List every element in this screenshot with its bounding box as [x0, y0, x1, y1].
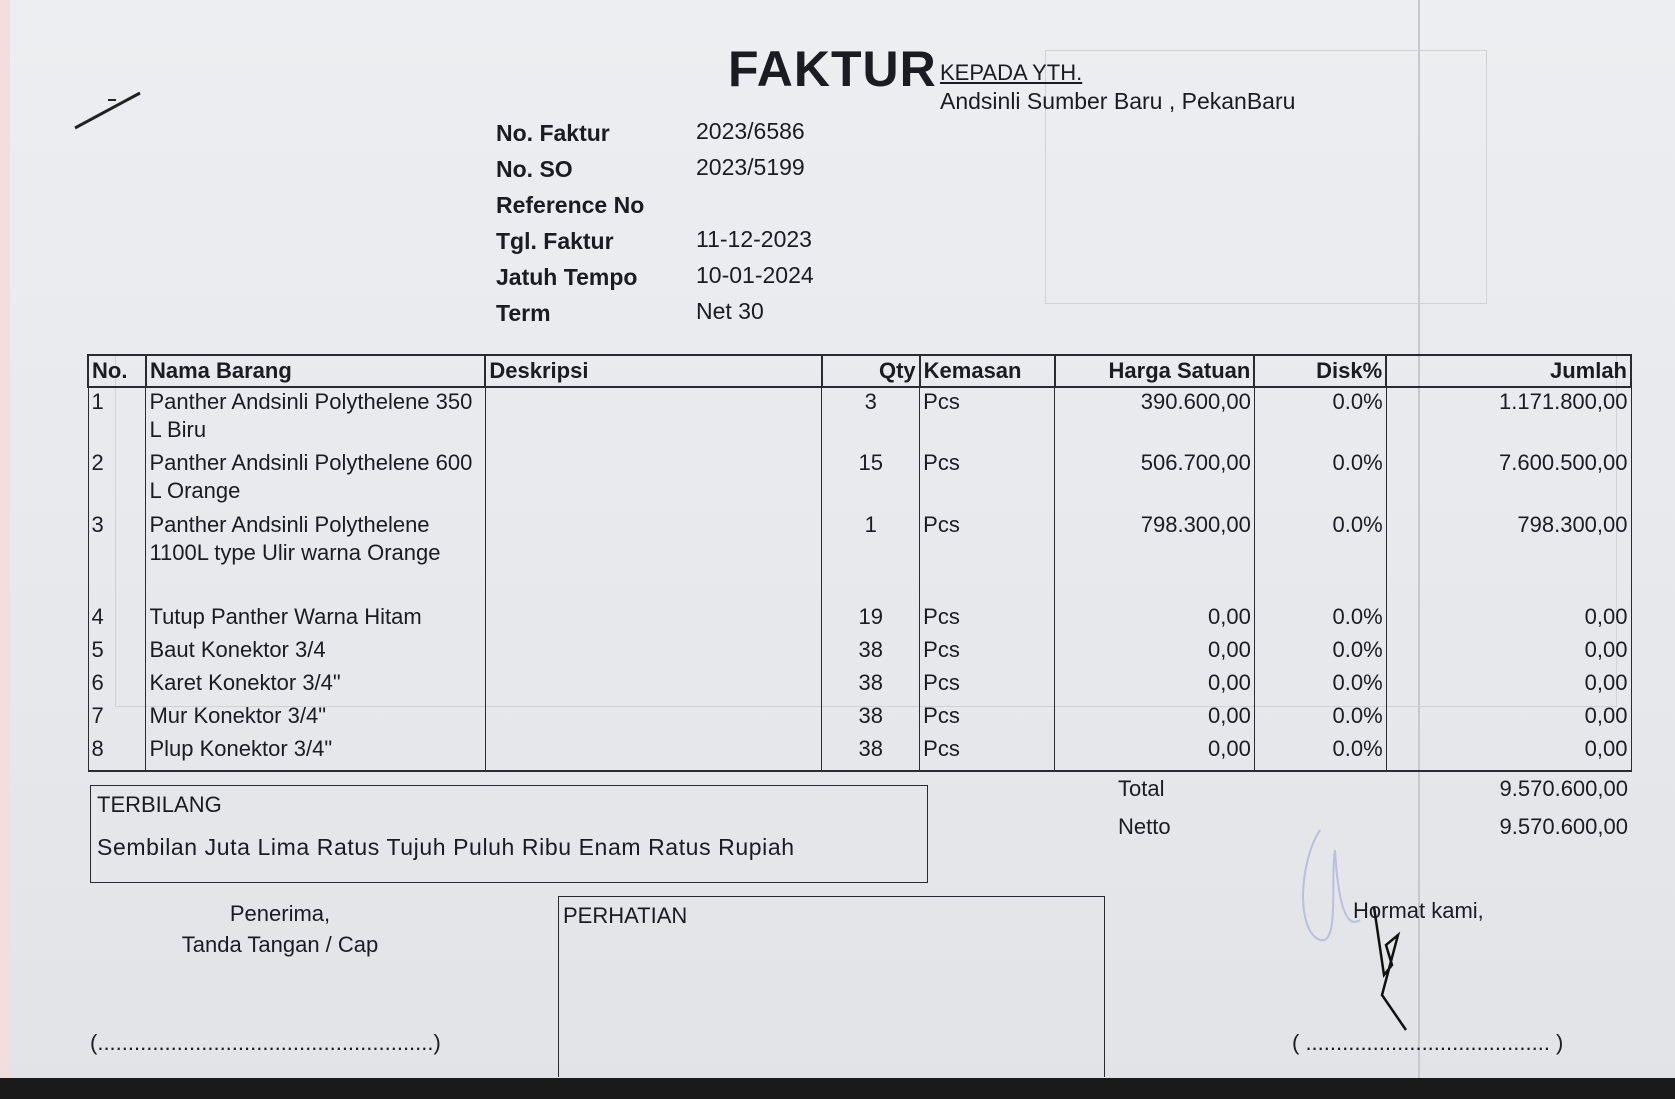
- total-label: Total: [1118, 776, 1165, 801]
- recipient-name: Andsinli Sumber Baru , PekanBaru: [940, 88, 1296, 114]
- scan-edge: [0, 1078, 1675, 1099]
- cell-qty: 38: [822, 669, 920, 702]
- cell-disc: 0.0%: [1254, 735, 1386, 771]
- cell-disc: 0.0%: [1254, 702, 1386, 735]
- handwritten-mark-icon: [1370, 905, 1420, 1035]
- cell-unit: Pcs: [920, 603, 1055, 636]
- receiver-block: [150, 898, 410, 960]
- cell-disc: 0.0%: [1254, 511, 1386, 603]
- cell-total: 7.600.500,00: [1386, 449, 1631, 511]
- cell-qty: 38: [822, 702, 920, 735]
- cell-name: Baut Konektor 3/4: [146, 636, 485, 669]
- cell-qty: 1: [822, 511, 920, 603]
- table-row: [88, 669, 1631, 702]
- cell-name: Plup Konektor 3/4": [146, 735, 485, 771]
- regards-label: Hormat kami,: [1353, 898, 1484, 923]
- cell-unit: Pcs: [920, 511, 1055, 603]
- col-header-price: Harga Satuan: [1055, 355, 1255, 387]
- cell-qty: 15: [822, 449, 920, 511]
- cell-price: 0,00: [1055, 636, 1255, 669]
- cell-name: Panther Andsinli Polythelene 1100L type Ulir warna Orange: [146, 511, 485, 603]
- netto-value: 9.570.600,00: [1499, 814, 1628, 839]
- cell-no: 7: [88, 702, 146, 735]
- col-header-total: Jumlah: [1386, 355, 1631, 387]
- col-header-qty: Qty: [822, 355, 920, 387]
- meta-key: Tgl. Faktur: [496, 228, 614, 254]
- cell-disc: 0.0%: [1254, 449, 1386, 511]
- receiver-signature-line: (.......................................................): [90, 1030, 441, 1055]
- amount-in-words-box: [90, 785, 928, 883]
- table-row: [88, 511, 1631, 603]
- meta-value: 2023/5199: [696, 154, 805, 180]
- cell-no: 4: [88, 603, 146, 636]
- recipient-label: KEPADA YTH.: [940, 60, 1083, 85]
- meta-value: Net 30: [696, 298, 764, 324]
- table-row: [88, 735, 1631, 771]
- sender-signature-line: ( ........................................ ): [1292, 1030, 1564, 1055]
- signature-icon: [1290, 820, 1370, 960]
- notice-box: [558, 896, 1105, 1077]
- cell-total: 798.300,00: [1386, 511, 1631, 603]
- cell-unit: Pcs: [920, 636, 1055, 669]
- table-row: [88, 387, 1631, 449]
- netto-label: Netto: [1118, 814, 1171, 839]
- cell-unit: Pcs: [920, 449, 1055, 511]
- cell-name: Karet Konektor 3/4": [146, 669, 485, 702]
- cell-total: 0,00: [1386, 669, 1631, 702]
- meta-key: Reference No: [496, 192, 645, 218]
- items-table: [87, 354, 1632, 772]
- pen-mark-icon: [70, 88, 150, 138]
- cell-desc: [485, 735, 821, 771]
- cell-unit: Pcs: [920, 669, 1055, 702]
- notice-label: PERHATIAN: [563, 903, 688, 928]
- cell-price: 798.300,00: [1055, 511, 1255, 603]
- cell-desc: [485, 449, 821, 511]
- cell-desc: [485, 603, 821, 636]
- cell-unit: Pcs: [920, 735, 1055, 771]
- table-row: [88, 636, 1631, 669]
- cell-unit: Pcs: [920, 387, 1055, 449]
- cell-desc: [485, 387, 821, 449]
- cell-no: 6: [88, 669, 146, 702]
- document-title: FAKTUR: [728, 41, 937, 97]
- meta-key: No. Faktur: [496, 120, 610, 146]
- cell-price: 0,00: [1055, 603, 1255, 636]
- cell-name: Mur Konektor 3/4": [146, 702, 485, 735]
- cell-price: 506.700,00: [1055, 449, 1255, 511]
- cell-disc: 0.0%: [1254, 669, 1386, 702]
- col-header-no: No.: [88, 355, 146, 387]
- cell-qty: 38: [822, 636, 920, 669]
- cell-total: 0,00: [1386, 636, 1631, 669]
- col-header-name: Nama Barang: [146, 355, 485, 387]
- cell-disc: 0.0%: [1254, 387, 1386, 449]
- col-header-desc: Deskripsi: [485, 355, 821, 387]
- terbilang-text: Sembilan Juta Lima Ratus Tujuh Puluh Ribu Enam Ratus Rupiah: [97, 834, 795, 860]
- cell-desc: [485, 636, 821, 669]
- cell-no: 8: [88, 735, 146, 771]
- cell-no: 5: [88, 636, 146, 669]
- meta-key: Jatuh Tempo: [496, 264, 638, 290]
- cell-price: 390.600,00: [1055, 387, 1255, 449]
- cell-name: Panther Andsinli Polythelene 600 L Orange: [146, 449, 485, 511]
- meta-key: No. SO: [496, 156, 573, 182]
- cell-no: 1: [88, 387, 146, 449]
- cell-qty: 3: [822, 387, 920, 449]
- cell-disc: 0.0%: [1254, 603, 1386, 636]
- cell-desc: [485, 702, 821, 735]
- meta-value: 11-12-2023: [696, 226, 812, 252]
- cell-name: Panther Andsinli Polythelene 350 L Biru: [146, 387, 485, 449]
- cell-qty: 19: [822, 603, 920, 636]
- table-row: [88, 449, 1631, 511]
- meta-value: 10-01-2024: [696, 262, 814, 288]
- cell-unit: Pcs: [920, 702, 1055, 735]
- cell-total: 0,00: [1386, 603, 1631, 636]
- cell-name: Tutup Panther Warna Hitam: [146, 603, 485, 636]
- cell-desc: [485, 669, 821, 702]
- table-row: [88, 702, 1631, 735]
- cell-qty: 38: [822, 735, 920, 771]
- cell-total: 0,00: [1386, 735, 1631, 771]
- col-header-disc: Disk%: [1254, 355, 1386, 387]
- cell-price: 0,00: [1055, 735, 1255, 771]
- cell-no: 3: [88, 511, 146, 603]
- cell-disc: 0.0%: [1254, 636, 1386, 669]
- cell-total: 0,00: [1386, 702, 1631, 735]
- cell-price: 0,00: [1055, 669, 1255, 702]
- table-row: [88, 603, 1631, 636]
- cell-desc: [485, 511, 821, 603]
- meta-value: 2023/6586: [696, 118, 805, 144]
- receiver-label: Penerima,: [229, 901, 331, 926]
- cell-no: 2: [88, 449, 146, 511]
- meta-key: Term: [496, 300, 551, 326]
- col-header-unit: Kemasan: [920, 355, 1055, 387]
- terbilang-label: TERBILANG: [97, 792, 222, 817]
- cell-price: 0,00: [1055, 702, 1255, 735]
- receiver-signature-label: Tanda Tangan / Cap: [181, 932, 379, 957]
- paper-edge: [0, 0, 10, 1099]
- cell-total: 1.171.800,00: [1386, 387, 1631, 449]
- total-value: 9.570.600,00: [1499, 776, 1628, 801]
- table-header-row: [88, 355, 1631, 387]
